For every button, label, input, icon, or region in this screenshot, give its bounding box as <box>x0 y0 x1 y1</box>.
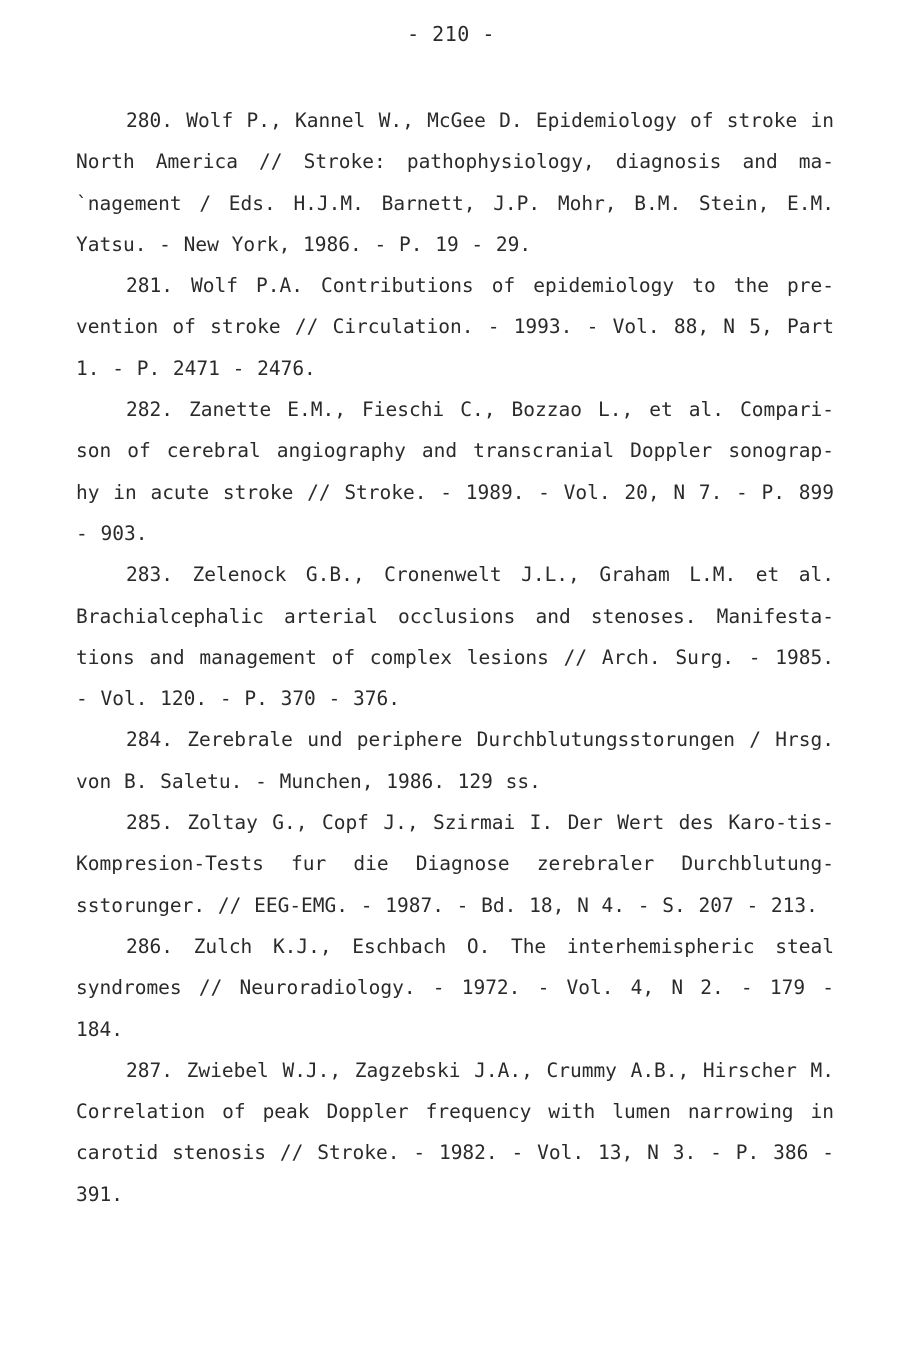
reference-282: 282. Zanette E.M., Fieschi C., Bozzao L., et al. Compari-son of cerebral angiography and transcranial Doppler sonograp-hy in acute stroke // Stroke. - 1989. - Vol. 20, N 7. - P. 899 - 903. <box>76 398 834 545</box>
reference-283: 283. Zelenock G.B., Cronenwelt J.L., Graham L.M. et al. Brachialcephalic arterial occlusions and stenoses. Manifesta-tions and management of complex lesions // Arch. Surg. - 1985. - Vol. 120. - P. 370 - 376. <box>76 563 834 711</box>
reference-list <box>76 100 834 1215</box>
page-number: - 210 - <box>407 22 495 46</box>
reference-287: 287. Zwiebel W.J., Zagzebski J.A., Crummy A.B., Hirscher M. Correlation of peak Doppler frequency with lumen narrowing in carotid stenosis // Stroke. - 1982. - Vol. 13, N 3. - P. 386 - 391. <box>76 1058 834 1206</box>
reference-284: 284. Zerebrale und periphere Durchblutungsstorungen / Hrsg. von B. Saletu. - Munchen, 1986. 129 ss. <box>76 728 834 793</box>
reference-286: 286. Zulch K.J., Eschbach O. The interhemispheric steal syndromes // Neuroradiology. - 1972. - Vol. 4, N 2. - 179 - 184. <box>76 934 834 1041</box>
reference-280: 280. Wolf P., Kannel W., McGee D. Epidemiology of stroke in North America // Stroke: pathophysiology, diagnosis and ma-`nagement / Eds. H.J.M. Barnett, J.P. Mohr, B.M. Stein, E.M. Yatsu. - New York, 1986. - P. 19 - 29. <box>76 109 834 256</box>
reference-281: 281. Wolf P.A. Contributions of epidemiology to the pre-vention of stroke // Circulation. - 1993. - Vol. 88, N 5, Part 1. - P. 2471 - 2476. <box>76 274 834 380</box>
reference-285: 285. Zoltay G., Copf J., Szirmai I. Der Wert des Karo-tis-Kompresion-Tests fur die Diagnose zerebraler Durchblutung-sstorunger. // EEG-EMG. - 1987. - Bd. 18, N 4. - S. 207 - 213. <box>76 811 834 917</box>
